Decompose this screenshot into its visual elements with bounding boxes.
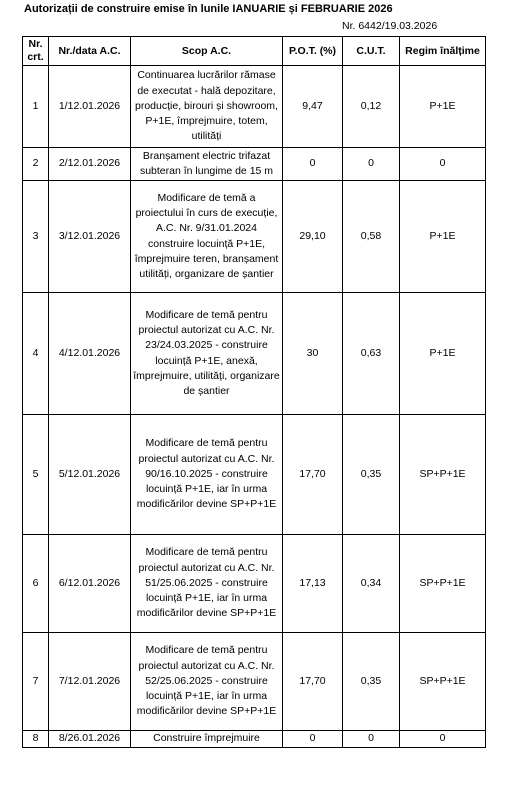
row-pot: 17,70 <box>283 633 343 731</box>
row-nr-data: 2/12.01.2026 <box>49 148 131 181</box>
row-nr-data: 5/12.01.2026 <box>49 415 131 535</box>
row-pot: 17,13 <box>283 535 343 633</box>
row-nr: 1 <box>23 66 49 148</box>
row-scop: Branșament electric trifazat subteran în lungime de 15 m <box>131 148 283 181</box>
row-scop: Modificare de temă a proiectului în curs de execuție, A.C. Nr. 9/31.01.2024 construire locuință P+1E, împrejmuire teren, branșament utilități, organizare de șantier <box>131 181 283 293</box>
row-regim: SP+P+1E <box>400 415 486 535</box>
row-cut: 0 <box>343 731 400 748</box>
row-pot: 0 <box>283 731 343 748</box>
header-nr-data: Nr./data A.C. <box>49 37 131 66</box>
row-cut: 0,34 <box>343 535 400 633</box>
header-regim: Regim înălțime <box>400 37 486 66</box>
row-pot: 0 <box>283 148 343 181</box>
document-number: Nr. 6442/19.03.2026 <box>342 20 438 32</box>
row-nr-data: 7/12.01.2026 <box>49 633 131 731</box>
header-scop: Scop A.C. <box>131 37 283 66</box>
row-scop: Construire împrejmuire <box>131 731 283 748</box>
row-cut: 0,58 <box>343 181 400 293</box>
row-pot: 17,70 <box>283 415 343 535</box>
row-regim: P+1E <box>400 181 486 293</box>
row-nr: 2 <box>23 148 49 181</box>
row-nr-data: 1/12.01.2026 <box>49 66 131 148</box>
row-cut: 0 <box>343 148 400 181</box>
row-nr: 8 <box>23 731 49 748</box>
table-row <box>23 633 486 731</box>
row-cut: 0,63 <box>343 293 400 415</box>
row-regim: 0 <box>400 731 486 748</box>
table-row <box>23 148 486 181</box>
row-cut: 0,35 <box>343 633 400 731</box>
row-pot: 9,47 <box>283 66 343 148</box>
row-regim: P+1E <box>400 293 486 415</box>
row-nr: 6 <box>23 535 49 633</box>
row-scop: Modificare de temă pentru proiectul autorizat cu A.C. Nr. 23/24.03.2025 - construire locuință P+1E, anexă, împrejmuire, utilități, organizare de șantier <box>131 293 283 415</box>
document-title: Autorizații de construire emise în lunile IANUARIE și FEBRUARIE 2026 <box>24 3 393 15</box>
row-nr: 4 <box>23 293 49 415</box>
row-nr-data: 4/12.01.2026 <box>49 293 131 415</box>
table-row <box>23 731 486 748</box>
row-nr-data: 6/12.01.2026 <box>49 535 131 633</box>
table-row <box>23 415 486 535</box>
header-cut: C.U.T. <box>343 37 400 66</box>
row-scop: Modificare de temă pentru proiectul autorizat cu A.C. Nr. 90/16.10.2025 - construire locuință P+1E, iar în urma modificărilor devine SP+P+1E <box>131 415 283 535</box>
row-nr: 5 <box>23 415 49 535</box>
row-nr-data: 8/26.01.2026 <box>49 731 131 748</box>
row-nr-data: 3/12.01.2026 <box>49 181 131 293</box>
header-nr-crt: Nr. crt. <box>23 37 49 66</box>
table-header-row <box>23 37 486 66</box>
row-scop: Modificare de temă pentru proiectul autorizat cu A.C. Nr. 51/25.06.2025 - construire locuință P+1E, iar în urma modificărilor devine SP+P+1E <box>131 535 283 633</box>
table-row <box>23 66 486 148</box>
row-pot: 29,10 <box>283 181 343 293</box>
header-pot: P.O.T. (%) <box>283 37 343 66</box>
row-nr: 3 <box>23 181 49 293</box>
row-pot: 30 <box>283 293 343 415</box>
permits-table <box>22 36 486 748</box>
row-cut: 0,12 <box>343 66 400 148</box>
row-regim: P+1E <box>400 66 486 148</box>
row-cut: 0,35 <box>343 415 400 535</box>
table-row <box>23 293 486 415</box>
table-row <box>23 535 486 633</box>
table-row <box>23 181 486 293</box>
row-scop: Continuarea lucrărilor rămase de executat - hală depozitare, producție, birouri și showroom, P+1E, împrejmuire, totem, utilități <box>131 66 283 148</box>
row-regim: 0 <box>400 148 486 181</box>
row-nr: 7 <box>23 633 49 731</box>
row-scop: Modificare de temă pentru proiectul autorizat cu A.C. Nr. 52/25.06.2025 - construire locuință P+1E, iar în urma modificărilor devine SP+P+1E <box>131 633 283 731</box>
row-regim: SP+P+1E <box>400 633 486 731</box>
row-regim: SP+P+1E <box>400 535 486 633</box>
